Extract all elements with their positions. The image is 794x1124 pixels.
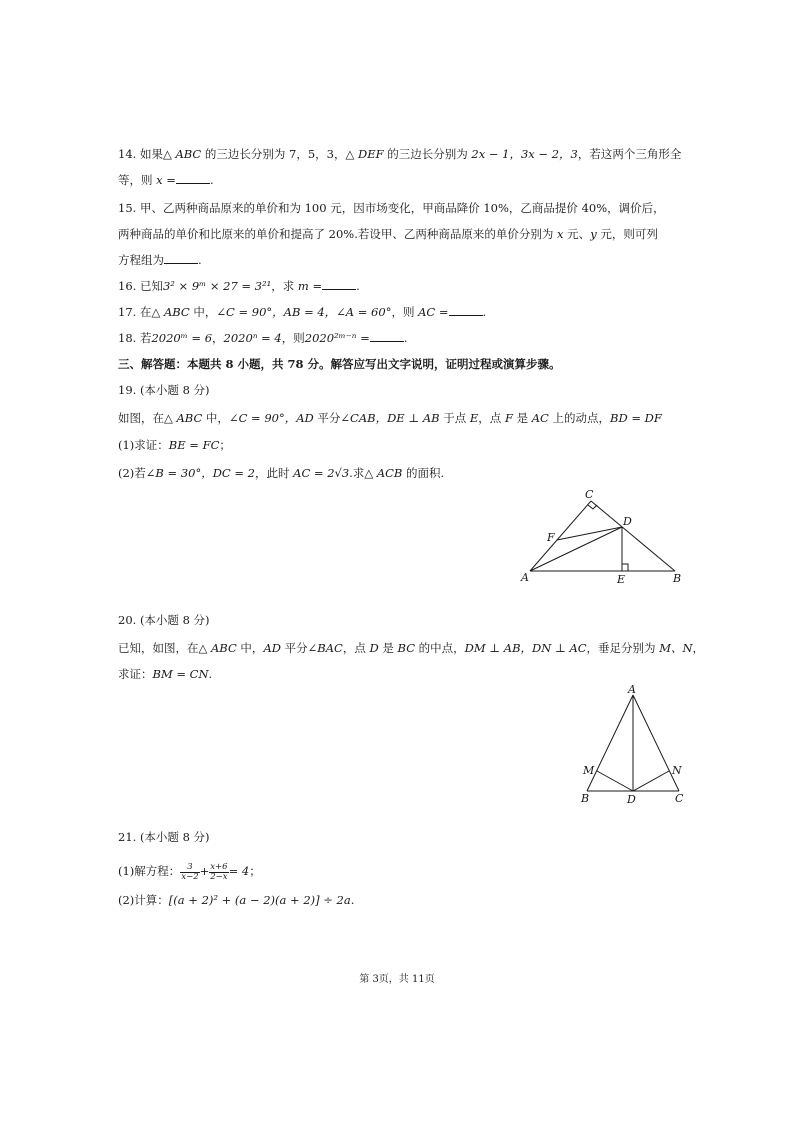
section-3-heading: 三、解答题：本题共 8 小题，共 78 分。解答应写出文字说明，证明过程或演算步骤。 [118, 357, 561, 371]
label-e: E [617, 573, 626, 585]
q18: 18. 若2020ᵐ = 6，2020ⁿ = 4，则2020²ᵐ⁻ⁿ = . [118, 331, 408, 345]
q21-expression: [(a + 2)² + (a − 2)(a + 2)] ÷ 2a [168, 893, 351, 907]
label-n: N [672, 764, 682, 777]
label-a: A [521, 571, 529, 584]
right-angle-mark-e [622, 564, 628, 571]
q15-line-3: 方程组为 . [118, 253, 202, 267]
fraction-1: $\frac{3}{x-2}$ [181, 861, 199, 882]
label-m: M [583, 764, 595, 777]
side-expressions: 2x − 1，3x − 2，3 [471, 147, 578, 161]
q21-header: 21. (本小题 8 分) [118, 830, 210, 844]
label-b: B [673, 572, 682, 585]
q16: 16. 已知3² × 9ᵐ × 27 = 3²¹，求 m = . [118, 279, 360, 293]
q20-figure [572, 683, 692, 808]
q15-line-1: 15. 甲、乙两种商品原来的单价和为 100 元，因市场变化，甲商品降价 10%，乙商品提价 40%，调价后， [118, 201, 665, 215]
q20-stem: 已知，如图，在△ ABC 中，AD 平分∠BAC，点 D 是 BC 的中点，DM ⊥ AB，DN ⊥ AC，垂足分别为 M、N， [118, 641, 705, 655]
side-ac [530, 501, 591, 571]
label-d: D [627, 793, 636, 806]
q19-part-1: (1)求证：BE = FC； [118, 438, 231, 452]
answer-blank [370, 330, 404, 342]
q21-part-2: (2)计算：[(a + 2)² + (a − 2)(a + 2)] ÷ 2a. [118, 893, 355, 907]
q19-part-2: (2)若∠B = 30°，DC = 2，此时 AC = 2√3.求△ ACB 的面积. [118, 466, 445, 480]
label-c: C [675, 792, 684, 805]
label-f: F [547, 531, 555, 544]
label-c: C [585, 488, 594, 501]
fraction-2: $\frac{x+6}{2-x}$ [210, 861, 228, 882]
answer-blank [176, 172, 210, 184]
q16-expression: 3² × 9ᵐ × 27 = 3²¹ [162, 279, 272, 293]
q14-line-1: 14. 如果△ ABC 的三边长分别为 7，5，3，△ DEF 的三边长分别为 2x − 1，3x − 2，3，若这两个三角形全 [118, 147, 682, 161]
q19-header: 19. (本小题 8 分) [118, 383, 210, 397]
segment-dm [597, 771, 633, 791]
q14-line-2: 等，则 x = . [118, 173, 214, 187]
page-footer: 第 3页，共 11页 [359, 974, 435, 985]
triangle-abc: △ ABC [162, 147, 202, 161]
segment-ad [530, 527, 622, 571]
q19-stem: 如图，在△ ABC 中，∠C = 90°，AD 平分∠CAB，DE ⊥ AB 于点 E，点 F 是 AC 上的动点，BD = DF [118, 411, 662, 425]
q17: 17. 在△ ABC 中，∠C = 90°，AB = 4，∠A = 60°，则 AC = . [118, 305, 487, 319]
q17-conditions: ∠C = 90°，AB = 4，∠A = 60° [216, 305, 392, 319]
label-d: D [623, 515, 632, 528]
q21-part-1: (1)解方程： $\frac{3}{x-2}$ + $\frac{x+6}{2-x}$ = 4； [118, 861, 261, 882]
label-a: A [628, 683, 636, 696]
q19-figure [515, 485, 690, 585]
answer-blank [449, 304, 483, 316]
triangle-def: △ DEF [345, 147, 384, 161]
q20-header: 20. (本小题 8 分) [118, 613, 210, 627]
segment-dn [633, 771, 669, 791]
label-b: B [581, 792, 590, 805]
answer-blank [164, 252, 198, 264]
answer-blank [322, 278, 356, 290]
q15-line-2: 两种商品的单价和比原来的单价和提高了 20%.若设甲、乙两种商品原来的单价分别为 x 元、y 元，则可列 [118, 227, 658, 241]
q20-proof: 求证：BM = CN. [118, 667, 213, 681]
right-angle-mark-c [588, 505, 597, 509]
